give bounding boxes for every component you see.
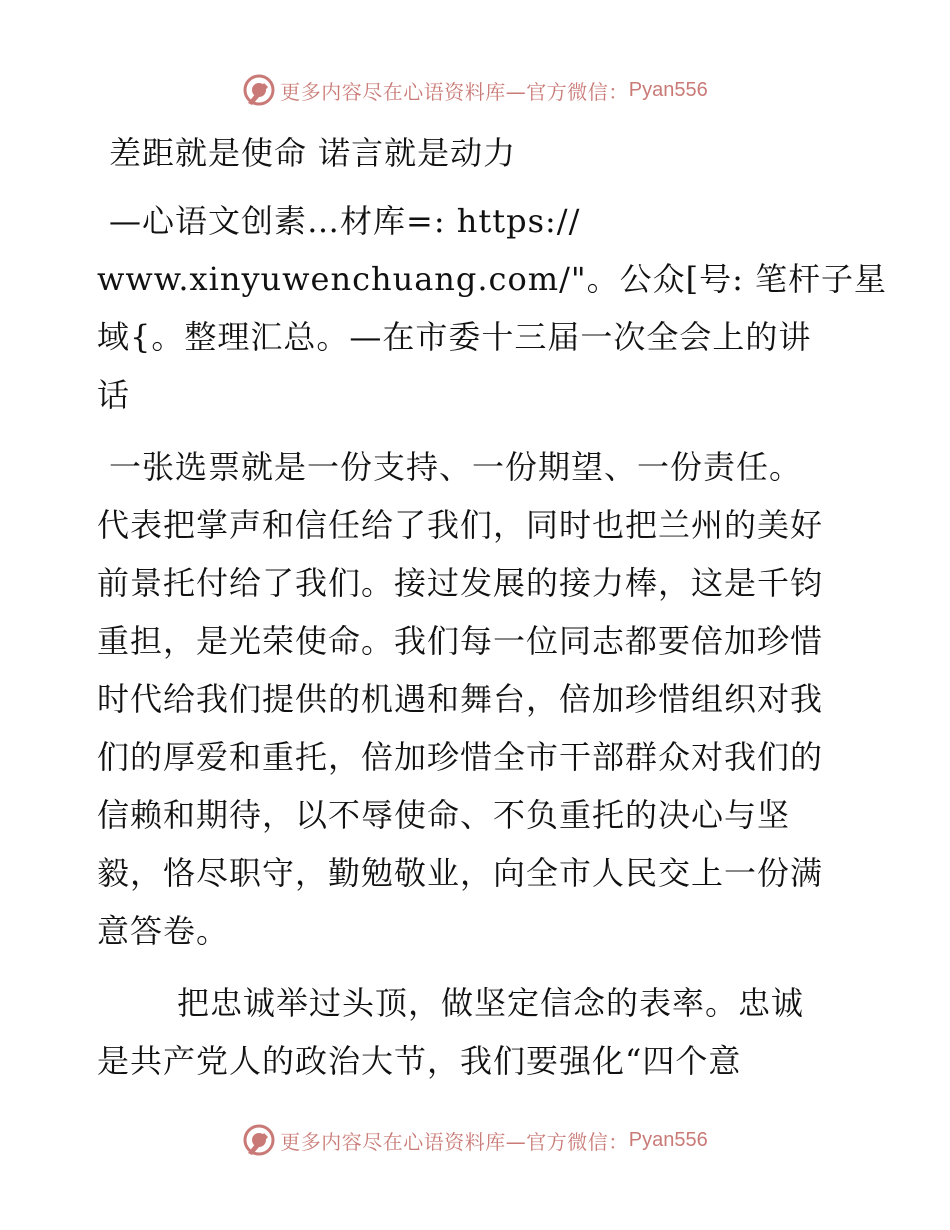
paragraph1-line-3: 前景托付给了我们。接过发展的接力棒，这是千钧	[97, 564, 824, 602]
source-line-1: —心语文创素…材库=: https://	[109, 202, 581, 240]
watermark-text: 更多内容尽在心语资料库—官方微信：	[280, 79, 629, 104]
paragraph1-line-9: 意答卷。	[97, 912, 230, 950]
paragraph2-line-2: 是共产党人的政治大节，我们要强化“四个意	[97, 1042, 742, 1080]
pen-logo-icon	[242, 73, 276, 107]
paragraph1-line-7: 信赖和期待，以不辱使命、不负重托的决心与坚	[97, 796, 791, 834]
footer-watermark	[0, 1120, 950, 1160]
paragraph2-line-1: 把忠诚举过头顶，做坚定信念的表率。忠诚	[177, 984, 805, 1022]
paragraph1-line-5: 时代给我们提供的机遇和舞台，倍加珍惜组织对我	[97, 680, 824, 718]
paragraph1-line-4: 重担，是光荣使命。我们每一位同志都要倍加珍惜	[97, 622, 824, 660]
paragraph1-line-8: 毅，恪尽职守，勤勉敬业，向全市人民交上一份满	[97, 854, 824, 892]
document-title: 差距就是使命 诺言就是动力	[109, 134, 517, 172]
watermark-id: Pyan556	[628, 1128, 708, 1151]
paragraph1-line-6: 们的厚爱和重托，倍加珍惜全市干部群众对我们的	[97, 738, 824, 776]
watermark-text: 更多内容尽在心语资料库—官方微信：	[280, 1129, 629, 1154]
source-line-4: 话	[97, 376, 131, 414]
watermark-id: Pyan556	[628, 78, 708, 101]
document-body	[97, 124, 888, 1090]
source-line-3: 域{。整理汇总。—在市委十三届一次全会上的讲	[97, 318, 812, 356]
paragraph1-line-2: 代表把掌声和信任给了我们，同时也把兰州的美好	[97, 506, 824, 544]
header-watermark	[0, 70, 950, 110]
pen-logo-icon	[242, 1123, 276, 1157]
paragraph1-line-1: 一张选票就是一份支持、一份期望、一份责任。	[109, 448, 803, 486]
source-line-2: www.xinyuwenchuang.com/"。公众[号: 笔杆子星	[97, 260, 888, 298]
